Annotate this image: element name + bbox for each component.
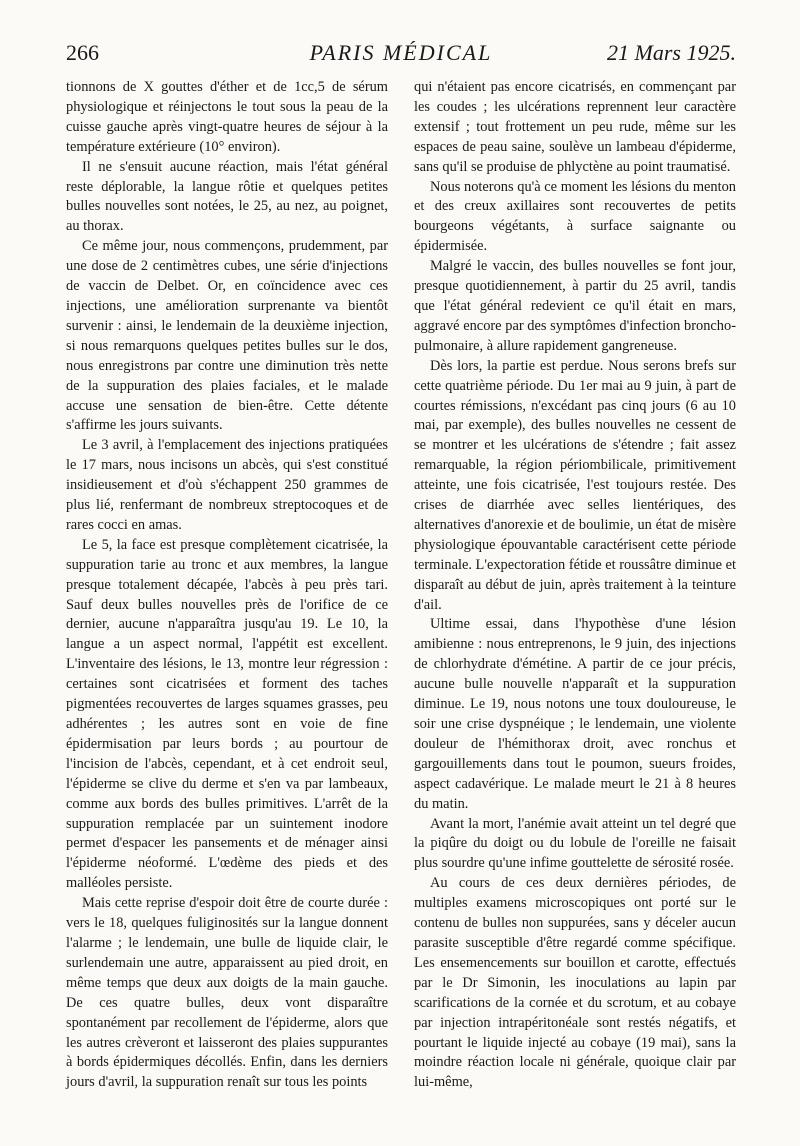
journal-title: PARIS MÉDICAL bbox=[309, 40, 493, 65]
paragraph: Malgré le vaccin, des bulles nouvelles se font jour, presque quotidiennement, à partir du 25 avril, tandis que l'état général redevient ce qu'il était en mars, aggravé encore par des symptômes d'infection broncho-pulmonaire, à allure rapidement gangreneuse. bbox=[414, 258, 736, 354]
paragraph: Dès lors, la partie est perdue. Nous serons brefs sur cette quatrième période. Du 1er mai au 9 juin, à part de courtes rémissions, n'excédant pas cinq jours (6 au 10 mai, par exemple), des bulles nouvelles ne cessent de se montrer et les ulcérations de s'étendre ; fait assez remarquable, la région périombilicale, primitivement atteinte, une fois cicatrisée, l'est toujours restée. Des crises de diarrhée avec selles lientériques, des alternatives d'anorexie et de boulimie, un état de misère physiologique épouvantable caractérisent cette période terminale. L'expectoration fétide et roussâtre diminue et disparaît au début de juin, après traitement à la teinture d'ail. bbox=[414, 357, 736, 613]
paragraph: Le 5, la face est presque complètement cicatrisée, la suppuration tarie au tronc et aux membres, la langue presque totalement décapée, l'abcès à peu près tari. Sauf deux bulles nouvelles près de l'orifice de ce dernier, aucune n'apparaîtra jusqu'au 19. Le 10, la langue a un aspect normal, l'appétit est excellent. L'inventaire des lésions, le 13, montre leur régression : certaines sont cicatrisées et forment des taches pigmentées recouvertes de larges squames grasses, peu adhérentes ; les autres sont en voie de fine épidermisation par leurs bords ; au pourtour de l'incision de l'abcès, cependant, et à cet endroit seul, l'épiderme se clive du derme et s'en va par lambeaux, comme aux bords des bulles primitives. L'arrêt de la suppuration remplacée par un suintement inodore permet d'espacer les pansements et de ménager ainsi l'épiderme néoformé. L'œdème des pieds et des malléoles persiste. bbox=[66, 536, 388, 892]
two-column-body bbox=[66, 78, 736, 1093]
paragraph: tionnons de X gouttes d'éther et de 1cc,5 de sérum physiologique et réinjectons le tout sous la peau de la cuisse gauche après vingt-quatre heures de séjour à la température extérieure (10° environ). bbox=[66, 79, 388, 155]
left-column bbox=[66, 78, 388, 1093]
page-number: 266 bbox=[66, 40, 99, 65]
paragraph: qui n'étaient pas encore cicatrisés, en commençant par les coudes ; les ulcérations reprennent leur caractère extensif ; tout frottement un peu rude, même sur les espaces de peau saine, soulève un lambeau d'épiderme, sans qu'il se produise de phlyctène au point traumatisé. bbox=[414, 79, 736, 175]
paragraph: Avant la mort, l'anémie avait atteint un tel degré que la piqûre du doigt ou du lobule de l'oreille ne faisait plus sourdre qu'une infime gouttelette de sérosité rosée. bbox=[414, 815, 736, 872]
issue-date: 21 Mars 1925. bbox=[607, 40, 736, 65]
paragraph: Le 3 avril, à l'emplacement des injections pratiquées le 17 mars, nous incisons un abcès, qui s'est constitué insidieusement et d'où s'échappent 250 grammes de plus lié, renfermant de nombreux streptocoques et de rares cocci en amas. bbox=[66, 437, 388, 533]
right-column bbox=[414, 78, 736, 1093]
running-header bbox=[66, 34, 736, 74]
paragraph: Il ne s'ensuit aucune réaction, mais l'état général reste déplorable, la langue rôtie et quelques petites bulles nouvelles sont notées, le 25, au nez, au poignet, au thorax. bbox=[66, 158, 388, 235]
paragraph: Mais cette reprise d'espoir doit être de courte durée : vers le 18, quelques fuliginosités sur la langue donnent l'alarme ; le lendemain, une bulle de liquide clair, le surlendemain une autre, apparaissent au pied droit, en même temps que deux aux doigts de la main gauche. De ces quatre bulles, deux vont disparaître spontanément par recollement de l'épiderme, alors que les autres crèveront et laisseront des plaies suppurantes à bords épidermiques décollés. Enfin, dans les derniers jours d'avril, la suppuration renaît sur tous les points bbox=[66, 895, 388, 1091]
paragraph: Nous noterons qu'à ce moment les lésions du menton et des creux axillaires sont recouvertes de petits bourgeons végétants, à surface saignante ou épidermisée. bbox=[414, 178, 736, 255]
paragraph: Au cours de ces deux dernières périodes, de multiples examens microscopiques ont porté sur le contenu de bulles non suppurées, sans y déceler aucun parasite susceptible d'être regardé comme spécifique. Les ensemencements sur bouillon et carotte, effectués par le Dr Simonin, les inoculations au lapin par scarifications de la cornée et du scrotum, et au cobaye par injection intrapéritonéale sont restés négatifs, et pourtant le liquide injecté au cobaye (19 mai), sans la moindre réaction locale ni générale, quoique clair par lui-même, bbox=[414, 875, 736, 1091]
paragraph: Ce même jour, nous commençons, prudemment, par une dose de 2 centimètres cubes, une série d'injections de vaccin de Delbet. Or, en coïncidence avec ces injections, une amélioration surprenante va bientôt survenir : ainsi, le lendemain de la deuxième injection, si nous remarquons quelques petites bulles sur le dos, nous enregistrons par contre une diminution très nette de la suppuration des plaies faciales, et le malade accuse une sensation de bien-être. Cette détente s'affirme les jours suivants. bbox=[66, 238, 388, 434]
paragraph: Ultime essai, dans l'hypothèse d'une lésion amibienne : nous entreprenons, le 9 juin, des injections de chlorhydrate d'émétine. A partir de ce jour précis, aucune bulle nouvelle n'apparaît et la suppuration diminue. Le 19, nous notons une toux douloureuse, le soir une crise dyspnéique ; le lendemain, une violente douleur de l'hémithorax droit, avec ronchus et gargouillements dans tout le poumon, sueurs froides, aspect cadavérique. Le malade meurt le 21 à 8 heures du matin. bbox=[414, 616, 736, 812]
